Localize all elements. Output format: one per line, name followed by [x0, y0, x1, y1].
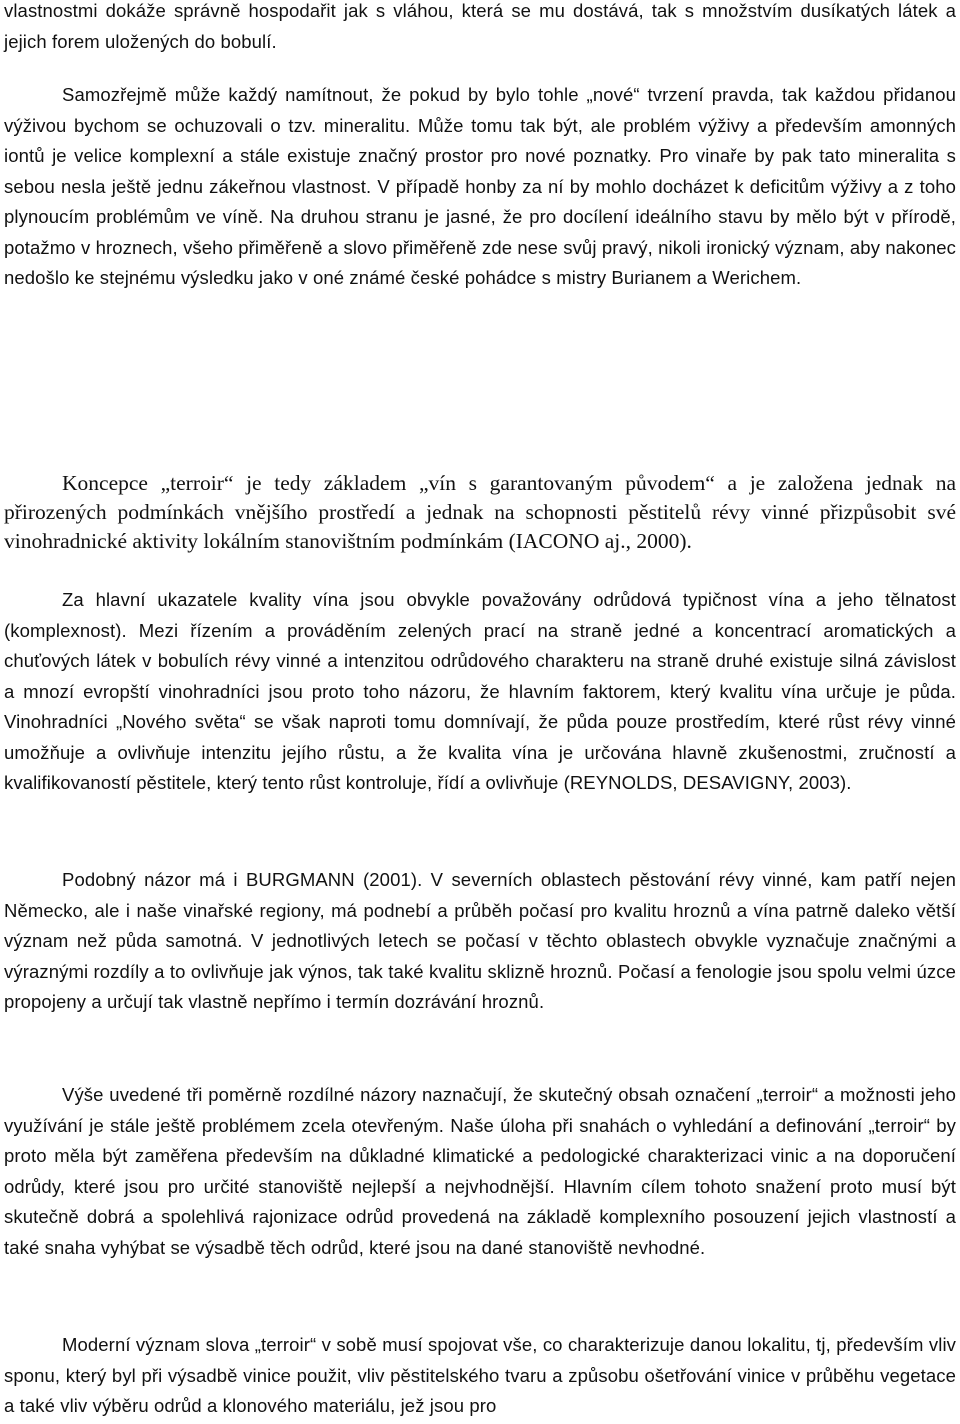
paragraph-6: Výše uvedené tři poměrně rozdílné názory naznačují, že skutečný obsah označení „terroir“ a možnosti jeho využívání je stále ještě problémem zcela otevřeným. Naše úloha při snahách o vyhledání a definování „terroir“ by proto měla být zaměřena především na důkladné klimatické a pedologické charakterizaci vinic a na doporučení odrůdy, které jsou pro určité stanoviště nejlepší a nejvhodnější. Hlavním cílem tohoto snažení proto musí být skutečně dobrá a spolehlivá rajonizace odrůd provedená na základě komplexního posouzení jejich vlastností a také snaha vyhýbat se výsadbě těch odrůd, které jsou na dané stanoviště nevhodné.	[4, 1084, 956, 1258]
paragraph-1: vlastnostmi dokáže správně hospodařit jak s vláhou, která se mu dostává, tak s množstvím dusíkatých látek a jejich forem uložených do bobulí.	[4, 0, 956, 52]
paragraph-2: Samozřejmě může každý namítnout, že pokud by bylo tohle „nové“ tvrzení pravda, tak každou přidanou výživou bychom se ochuzovali o tzv. mineralitu. Může tomu tak být, ale problém výživy a především amonných iontů je velice komplexní a stále existuje značný prostor pro nové poznatky. Pro vinaře by pak tato mineralita s sebou nesla ještě jednu zákeřnou vlastnost. V případě honby za ní by mohlo docházet k deficitům výživy a z toho plynoucím problémům ve víně. Na druhou stranu je jasné, že pro docílení ideálního stavu by mělo být v přírodě, potažmo v hroznech, všeho přiměřeně a slovo přiměřeně zde nese svůj pravý, nikoli ironický význam, aby nakonec nedošlo ke stejnému výsledku jako v oné známé české pohádce s mistry Burianem a Werichem.	[4, 84, 956, 288]
paragraph-7: Moderní význam slova „terroir“ v sobě musí spojovat vše, co charakterizuje danou lokalitu, tj, především vliv sponu, který byl při výsadbě vinice použit, vliv pěstitelského tvaru a způsobu ošetřování vinice v průběhu vegetace a také vliv výběru odrůd a klonového materiálu, jež jsou pro	[4, 1334, 956, 1416]
paragraph-5: Podobný názor má i BURGMANN (2001). V severních oblastech pěstování révy vinné, kam patří nejen Německo, ale i naše vinařské regiony, má podnebí a průběh počasí pro kvalitu hroznů a vína patrně daleko větší význam než půda samotná. V jednotlivých letech se počasí v těchto oblastech obvykle vyznačuje značnými a výraznými rozdíly a to ovlivňuje jak výnos, tak také kvalitu sklizně hroznů. Počasí a fenologie jsou spolu velmi úzce propojeny a určují tak vlastně nepřímo i termín dozrávání hroznů.	[4, 869, 956, 1012]
paragraph-4: Za hlavní ukazatele kvality vína jsou obvykle považovány odrůdová typičnost vína a jeho tělnatost (komplexnost). Mezi řízením a prováděním zelených prací na straně jedné a koncentrací aromatických a chuťových látek v bobulích révy vinné a intenzitou odrůdového charakteru na straně druhé existuje silná závislost a mnozí evropští vinohradníci jsou proto toho názoru, že hlavním faktorem, který kvalitu vína určuje je půda. Vinohradníci „Nového světa“ se však naproti tomu domnívají, že půda pouze prostředím, které růst révy vinné umožňuje a ovlivňuje intenzitu jejího růstu, a že kvalita vína je určována hlavně zkušenostmi, zručností a kvalifikovaností pěstitele, který tento růst kontroluje, řídí a ovlivňuje (REYNOLDS, DESAVIGNY, 2003).	[4, 589, 956, 793]
paragraph-3: Koncepce „terroir“ je tedy základem „vín s garantovaným původem“ a je založena jednak na přirozených podmínkách vnějšího prostředí a jednak na schopnosti pěstitelů révy vinné přizpůsobit své vinohradnické aktivity lokálním stanovištním podmínkám (IACONO aj., 2000).	[4, 471, 956, 553]
